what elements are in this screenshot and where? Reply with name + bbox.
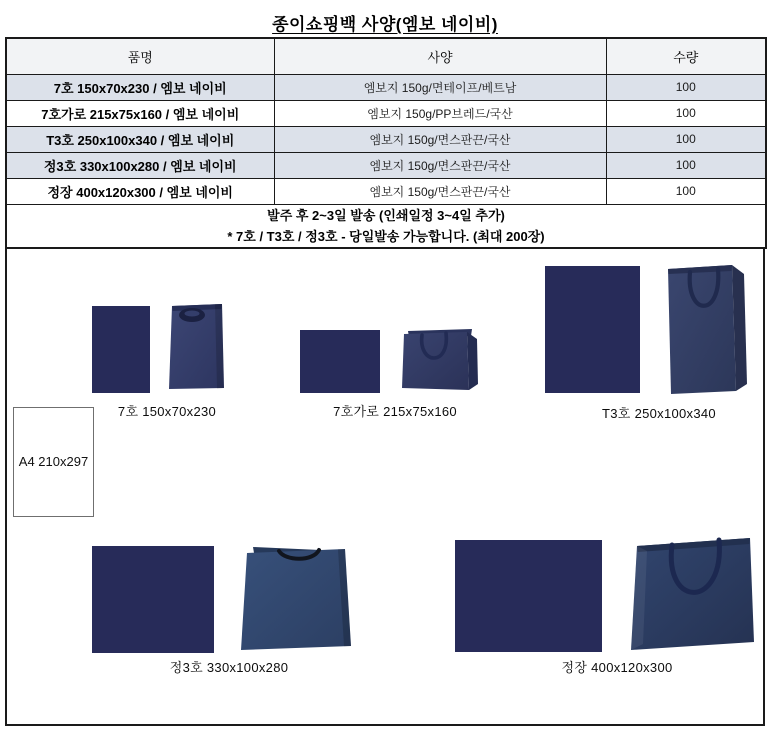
bag-photo-t3: [663, 261, 751, 397]
table-row: [6, 152, 766, 178]
product-name: 7호 150x70x230 / 엠보 네이비: [6, 74, 274, 100]
product-name: 정장 400x120x300 / 엠보 네이비: [6, 178, 274, 204]
product-qty: 100: [606, 126, 766, 152]
table-row: [6, 178, 766, 204]
color-swatch-t3: [545, 266, 640, 393]
a4-reference-label: A4 210x297: [18, 454, 89, 469]
column-header-spec: 사양: [274, 38, 606, 74]
page-title-text: 종이쇼핑백 사양(엠보 네이비): [272, 15, 498, 34]
table-header-row: [6, 38, 766, 74]
color-swatch-7hogaro: [300, 330, 380, 393]
product-qty: 100: [606, 152, 766, 178]
table-row: [6, 74, 766, 100]
product-qty: 100: [606, 74, 766, 100]
spec-table: [5, 37, 767, 249]
bag-photo-7ho: [165, 300, 229, 392]
bag-photo-jungjang: [629, 534, 757, 654]
color-swatch-7ho: [92, 306, 150, 393]
gallery-item-label: 7호가로 215x75x160: [333, 403, 457, 419]
notice-line-1: 발주 후 2~3일 발송 (인쇄일정 3~4일 추가): [267, 207, 505, 223]
gallery-item-label: 정3호 330x100x280: [169, 659, 289, 675]
product-spec: 엠보지 150g/면스판끈/국산: [274, 126, 606, 152]
bag-photo-7hogaro: [398, 323, 482, 397]
column-header-name: 품명: [6, 38, 274, 74]
notice-line-2: * 7호 / T3호 / 정3호 - 당일발송 가능합니다. (최대 200장): [227, 228, 545, 244]
product-spec: 엠보지 150g/PP브레드/국산: [274, 100, 606, 126]
bag-photo-jung3: [238, 543, 358, 655]
product-name: 7호가로 215x75x160 / 엠보 네이비: [6, 100, 274, 126]
gallery-item-label: T3호 250x100x340: [602, 405, 716, 421]
product-qty: 100: [606, 178, 766, 204]
gallery-item-label: 7호 150x70x230: [117, 403, 217, 419]
product-name: T3호 250x100x340 / 엠보 네이비: [6, 126, 274, 152]
notice-row: [6, 204, 766, 248]
table-row: [6, 100, 766, 126]
product-spec: 엠보지 150g/면스판끈/국산: [274, 178, 606, 204]
a4-reference-box: [13, 407, 94, 517]
product-name: 정3호 330x100x280 / 엠보 네이비: [6, 152, 274, 178]
color-swatch-jung3: [92, 546, 214, 653]
column-header-qty: 수량: [606, 38, 766, 74]
table-row: [6, 126, 766, 152]
product-spec: 엠보지 150g/면테이프/베트남: [274, 74, 606, 100]
product-gallery: [5, 249, 765, 726]
color-swatch-jungjang: [455, 540, 602, 652]
page-title: [0, 0, 770, 36]
product-spec: 엠보지 150g/면스판끈/국산: [274, 152, 606, 178]
gallery-item-label: 정장 400x120x300: [561, 659, 673, 675]
product-qty: 100: [606, 100, 766, 126]
